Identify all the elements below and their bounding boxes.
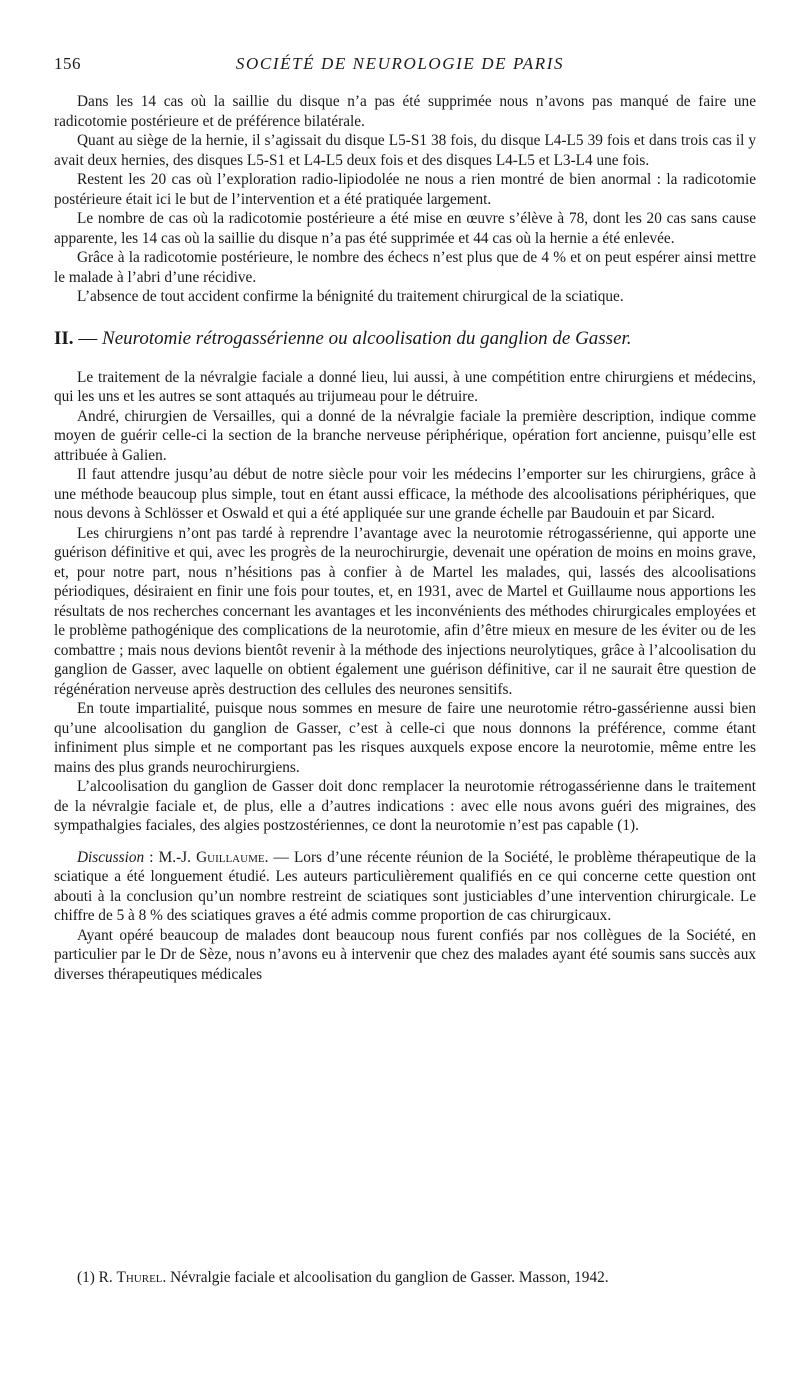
discussion-text: . — Lors d’une récente réunion de la Société, le problème thérapeutique de la sciatique a été longuement étudié. Les auteurs particulièrement qualifiés en ce qui concerne cette question ont abouti à la conclusion qu’un nombre restreint de sciatiques sont justiciables d’une intervention chirurgicale. Le chiffre de 5 à 8 % des sciatiques graves a été admis comme proportion de cas chirurgicaux. (54, 848, 756, 924)
paragraph: Restent les 20 cas où l’exploration radio-lipiodolée ne nous a rien montré de bien anormal : la radicotomie postérieure était ici le but de l’intervention et a été pratiquée largement. (54, 171, 756, 208)
paragraph: Le traitement de la névralgie faciale a donné lieu, lui aussi, à une compétition entre chirurgiens et médecins, qui les uns et les autres se sont attaqués au trijumeau pour le détruire. (54, 368, 756, 405)
footnote-marker: (1) R. (77, 1269, 117, 1286)
discussion-author: Guillaume (196, 848, 265, 866)
spacer (54, 836, 756, 848)
footnote (54, 1268, 756, 1287)
paragraph: Quant au siège de la hernie, il s’agissait du disque L5-S1 38 fois, du disque L4-L5 39 fois et dans trois cas il y avait deux hernies, des disques L5-S1 et L4-L5 deux fois et des disques L4-L5 et L3-L4 une fois. (54, 132, 756, 169)
discussion-intro: : M.-J. (144, 848, 197, 866)
section-separator: — (73, 327, 103, 349)
section-title: Neurotomie rétrogassérienne ou alcoolisation du ganglion de Gasser. (102, 327, 632, 349)
running-head: SOCIÉTÉ DE NEUROLOGIE DE PARIS (235, 54, 565, 73)
paragraph: Le nombre de cas où la radicotomie postérieure a été mise en œuvre s’élève à 78, dont les 20 cas sans cause apparente, les 14 cas où la saillie du disque n’a pas été supprimée et 44 cas où la hernie a été enlevée. (54, 210, 756, 247)
discussion-label: Discussion (77, 848, 145, 866)
paragraph: Ayant opéré beaucoup de malades dont beaucoup nous furent confiés par nos collègues de la Société, en particulier par le Dr de Sèze, nous n’avons eu à intervenir que chez des malades ayant été soumis sans succès aux diverses thérapeutiques médicales (54, 926, 756, 983)
footnote-author: Thurel (116, 1269, 163, 1286)
page-number: 156 (54, 54, 81, 73)
body-text (54, 92, 756, 984)
paragraph: Grâce à la radicotomie postérieure, le nombre des échecs n’est plus que de 4 % et on peut espérer ainsi mettre le malade à l’abri d’une récidive. (54, 249, 756, 286)
paragraph: Il faut attendre jusqu’au début de notre siècle pour voir les médecins l’emporter sur les chirurgiens, grâce à une méthode beaucoup plus simple, tout en étant aussi efficace, la méthode des alcoolisations périphériques, que nous devons à Schlösser et Oswald et qui a été appliquée sur une grande échelle par Baudouin et par Sicard. (54, 466, 756, 522)
section-heading (54, 327, 756, 351)
discussion-paragraph (54, 848, 756, 926)
paragraph: Les chirurgiens n’ont pas tardé à reprendre l’avantage avec la neurotomie rétrogassérienne, qui apporte une guérison définitive et qui, avec les progrès de la neurochirurgie, devenait une opération de moins en moins grave, et, pour notre part, nous n’hésitions pas à confier à de Martel les malades, qui, lassés des alcoolisations périodiques, désiraient en finir une fois pour toutes, et, en 1931, avec de Martel et Guillaume nous apportions les résultats de nos recherches concernant les avantages et les inconvénients des méthodes chirurgicales employées et le problème pathogénique des complications de la neurotomie, afin d’être mieux en mesure de les éviter ou de les combattre ; mais nous devions bientôt revenir à la méthode des injections neurolytiques, grâce à l’alcoolisation du ganglion de Gasser, avec laquelle on obtient également une guérison définitive, car il ne saurait être question de régénération nerveuse après destruction des cellules des neurones sensitifs. (54, 524, 756, 698)
page-header (54, 54, 746, 78)
footnote-text: . Névralgie faciale et alcoolisation du ganglion de Gasser. Masson, 1942. (162, 1269, 609, 1286)
section-number: II. (54, 327, 74, 349)
paragraph: Dans les 14 cas où la saillie du disque n’a pas été supprimée nous n’avons pas manqué de faire une radicotomie postérieure et de préférence bilatérale. (54, 93, 756, 130)
paragraph: L’alcoolisation du ganglion de Gasser doit donc remplacer la neurotomie rétrogassérienne dans le traitement de la névralgie faciale et, de plus, elle a d’autres indications : avec elle nous avons guéri des migraines, des sympathalgies faciales, des algies postzostériennes, ce dont la neurotomie n’est pas capable (1). (54, 778, 756, 834)
paragraph: André, chirurgien de Versailles, qui a donné de la névralgie faciale la première description, indique comme moyen de guérir celle-ci la section de la branche nerveuse périphérique, opération fort ancienne, puisqu’elle est attribuée à Galien. (54, 407, 756, 464)
paragraph: L’absence de tout accident confirme la bénignité du traitement chirurgical de la sciatique. (77, 288, 624, 305)
paragraph: En toute impartialité, puisque nous sommes en mesure de faire une neurotomie rétro-gassérienne aussi bien qu’une alcoolisation du ganglion de Gasser, c’est à celle-ci que nous donnons la préférence, comme étant infiniment plus simple et ne comportant pas les risques auxquels expose encore la neurotomie, même entre les mains des plus grands neurochirurgiens. (54, 700, 756, 776)
